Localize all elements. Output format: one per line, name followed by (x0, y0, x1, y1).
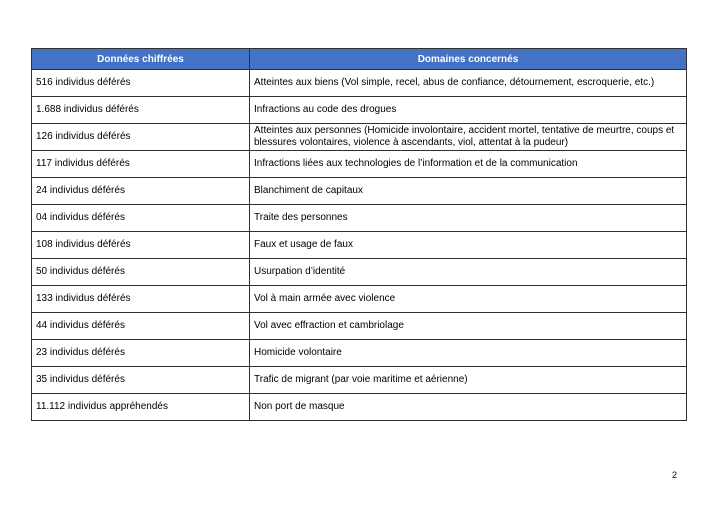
cell-donnees-chiffrees: 133 individus déférés (32, 286, 250, 313)
cell-donnees-chiffrees: 1.688 individus déférés (32, 97, 250, 124)
table-row (32, 178, 687, 205)
cell-domaines-concernes: Non port de masque (250, 394, 687, 421)
cell-domaines-concernes: Atteintes aux personnes (Homicide involontaire, accident mortel, tentative de meurtre, coups et blessures volontaires, violence à ascendants, viol, attentat à la pudeur) (250, 124, 687, 151)
cell-donnees-chiffrees: 117 individus déférés (32, 151, 250, 178)
table-row (32, 232, 687, 259)
cell-donnees-chiffrees: 516 individus déférés (32, 70, 250, 97)
cell-domaines-concernes: Vol à main armée avec violence (250, 286, 687, 313)
cell-donnees-chiffrees: 35 individus déférés (32, 367, 250, 394)
statistics-table (31, 48, 687, 421)
cell-domaines-concernes: Infractions au code des drogues (250, 97, 687, 124)
page-number: 2 (672, 470, 678, 480)
table-row (32, 367, 687, 394)
cell-donnees-chiffrees: 24 individus déférés (32, 178, 250, 205)
cell-donnees-chiffrees: 04 individus déférés (32, 205, 250, 232)
table-row (32, 151, 687, 178)
table-body (32, 70, 687, 421)
cell-donnees-chiffrees: 108 individus déférés (32, 232, 250, 259)
table-row (32, 340, 687, 367)
cell-domaines-concernes: Homicide volontaire (250, 340, 687, 367)
table-header-row (32, 49, 687, 70)
cell-domaines-concernes: Trafic de migrant (par voie maritime et aérienne) (250, 367, 687, 394)
header-donnees-chiffrees: Données chiffrées (32, 49, 250, 70)
table-row (32, 313, 687, 340)
cell-donnees-chiffrees: 50 individus déférés (32, 259, 250, 286)
table-row (32, 124, 687, 151)
table-row (32, 70, 687, 97)
table-row (32, 97, 687, 124)
cell-donnees-chiffrees: 23 individus déférés (32, 340, 250, 367)
cell-donnees-chiffrees: 11.112 individus appréhendés (32, 394, 250, 421)
cell-domaines-concernes: Atteintes aux biens (Vol simple, recel, abus de confiance, détournement, escroquerie, etc.) (250, 70, 687, 97)
table-row (32, 286, 687, 313)
cell-donnees-chiffrees: 126 individus déférés (32, 124, 250, 151)
cell-domaines-concernes: Usurpation d’identité (250, 259, 687, 286)
table-row (32, 394, 687, 421)
header-domaines-concernes: Domaines concernés (250, 49, 687, 70)
cell-domaines-concernes: Faux et usage de faux (250, 232, 687, 259)
table-row (32, 205, 687, 232)
cell-donnees-chiffrees: 44 individus déférés (32, 313, 250, 340)
cell-domaines-concernes: Blanchiment de capitaux (250, 178, 687, 205)
cell-domaines-concernes: Infractions liées aux technologies de l’information et de la communication (250, 151, 687, 178)
cell-domaines-concernes: Vol avec effraction et cambriolage (250, 313, 687, 340)
table-row (32, 259, 687, 286)
cell-domaines-concernes: Traite des personnes (250, 205, 687, 232)
